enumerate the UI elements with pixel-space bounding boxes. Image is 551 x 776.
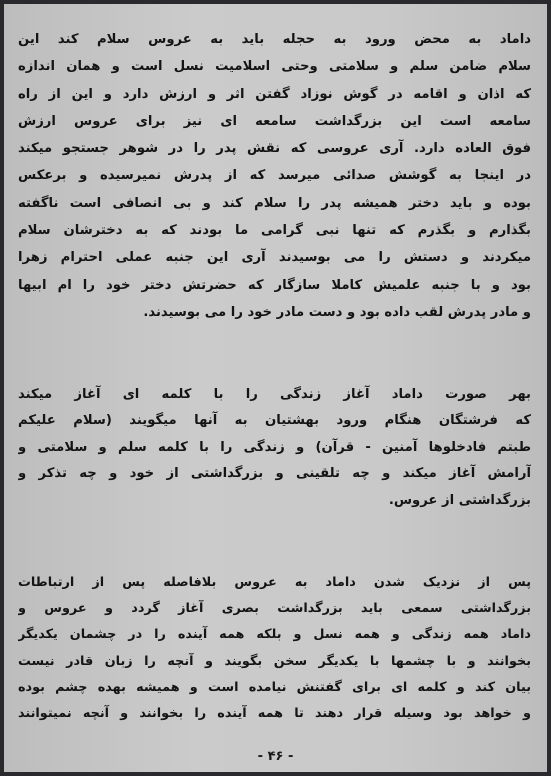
text-line: فوق العاده دارد. آری عروسی که نقش پدر را در شوهر جستجو میکند	[18, 141, 531, 157]
text-line: سلام ضامن سلم و سلامتی وحتی اسلامیت نسل است و همان اندازه	[18, 59, 531, 75]
paragraph-3	[18, 570, 531, 727]
text-line: و مادر پدرش لقب داده بود و دست مادر خود را می بوسیدند.	[143, 304, 531, 320]
text-line: بخوانند و با چشمها با یکدیگر سخن بگویند و آنچه را زبان قادر نیست	[18, 653, 531, 669]
text-line: که فرشتگان هنگام ورود بهشتیان به آنها میگویند (سلام علیکم	[18, 413, 531, 429]
paragraph-1	[18, 26, 531, 326]
text-line: در اینجا به گوشش صدائی میرسد که از پدرش نمیرسیده و برعکس	[18, 168, 531, 184]
text-line: بهر صورت داماد آغاز زندگی را با کلمه ای آغاز میکند	[18, 387, 531, 402]
text-line: آرامش آغاز میکند و چه تلقینی و بزرگداشتی از خود و چه تذکر و	[18, 466, 531, 482]
text-line: میکردند و دستش را می بوسیدند آری این جنبه عملی احترام زهرا	[18, 250, 531, 266]
text-line: داماد به محض ورود به حجله باید به عروس سلام کند این	[18, 32, 531, 47]
paragraph-2	[18, 382, 531, 514]
text-line: طبتم فادخلوها آمنین - قرآن) و زندگی را با کلمه سلم و سلامتی و	[18, 439, 531, 455]
text-line: بوده و باید دختر همیشه پدر را سلام کند و بی انصافی است ناگفته	[18, 195, 531, 211]
text-line: بزرگداشتی از عروس.	[388, 492, 531, 508]
text-line: که اذان و اقامه در گوش نوزاد گفتن اثر و ارزش دارد و این از راه	[18, 86, 531, 102]
text-line: بگذارم و بگذرم که تنها نبی گرامی ما بودند که به دخترشان سلام	[18, 223, 531, 239]
text-line: داماد همه زندگی و همه نسل و بلکه همه آینده را در چشمان یکدیگر	[18, 627, 531, 643]
text-line: بیان کند و کلمه ای برای گفتنش نیامده است و همیشه بهده چشم بوده	[18, 679, 531, 695]
text-line: پس از نزدیک شدن داماد به عروس بلافاصله پس از ارتباطات	[18, 575, 531, 590]
book-page	[4, 4, 547, 772]
text-line: بزرگداشتی سمعی باید بزرگداشت بصری آغاز گردد و عروس و	[18, 601, 531, 617]
page-number: - ۴۶ -	[257, 749, 294, 764]
text-line: سامعه است این بزرگداشت سامعه ای نیز برای عروس ارزش	[18, 113, 531, 129]
text-line: و خواهد بود وسیله قرار دهند تا همه آینده را بخوانند و آنچه نمیتوانند	[18, 705, 531, 721]
text-line: بود و با جنبه علمیش کاملا سازگار که حضرتش دختر خود را ام ابیها	[18, 277, 531, 293]
